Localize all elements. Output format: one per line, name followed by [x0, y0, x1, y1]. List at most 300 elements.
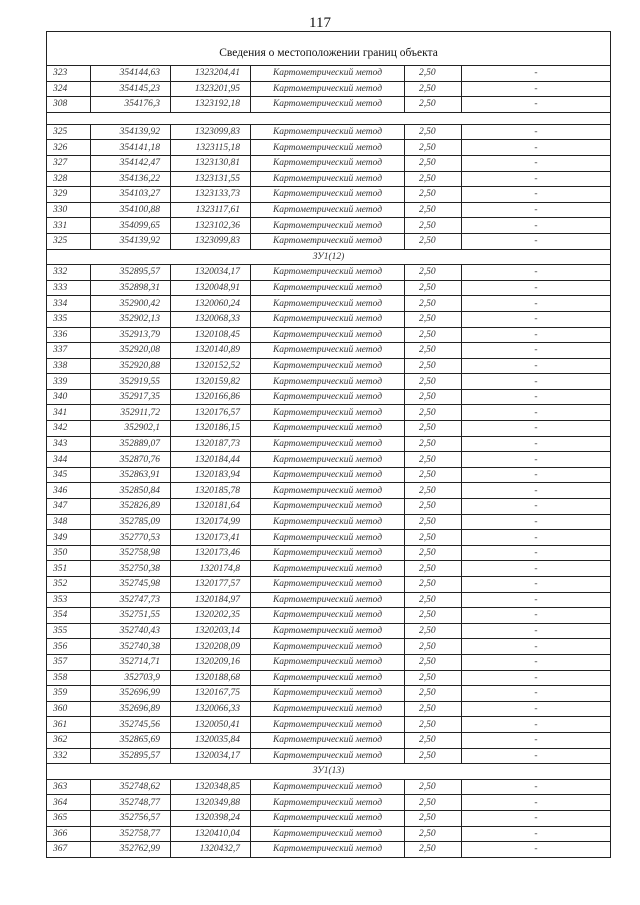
precision-cell: 2,50	[405, 421, 462, 437]
description-cell: -	[462, 686, 611, 702]
method-cell: Картометрический метод	[251, 436, 405, 452]
description-cell: -	[462, 202, 611, 218]
boundary-coordinates-table	[46, 31, 611, 858]
y-coordinate-cell: 1320140,89	[171, 343, 251, 359]
x-coordinate-cell: 352865,69	[91, 732, 171, 748]
precision-cell: 2,50	[405, 608, 462, 624]
y-coordinate-cell: 1320398,24	[171, 810, 251, 826]
table-row	[47, 748, 611, 764]
method-cell: Картометрический метод	[251, 514, 405, 530]
point-number-cell: 333	[47, 280, 91, 296]
point-number-cell: 365	[47, 810, 91, 826]
table-row	[47, 374, 611, 390]
precision-cell: 2,50	[405, 483, 462, 499]
table-row	[47, 514, 611, 530]
method-cell: Картометрический метод	[251, 701, 405, 717]
point-number-cell: 361	[47, 717, 91, 733]
precision-cell: 2,50	[405, 97, 462, 113]
description-cell: -	[462, 374, 611, 390]
table-row	[47, 717, 611, 733]
point-number-cell: 336	[47, 327, 91, 343]
point-number-cell: 360	[47, 701, 91, 717]
y-coordinate-cell: 1320034,17	[171, 748, 251, 764]
table-row	[47, 452, 611, 468]
y-coordinate-cell: 1320167,75	[171, 686, 251, 702]
x-coordinate-cell: 352889,07	[91, 436, 171, 452]
x-coordinate-cell: 352919,55	[91, 374, 171, 390]
description-cell: -	[462, 499, 611, 515]
x-coordinate-cell: 352898,31	[91, 280, 171, 296]
section-header-row	[47, 249, 611, 265]
method-cell: Картометрический метод	[251, 561, 405, 577]
y-coordinate-cell: 1320432,7	[171, 842, 251, 858]
table-row	[47, 779, 611, 795]
y-coordinate-cell: 1323131,55	[171, 171, 251, 187]
description-cell: -	[462, 592, 611, 608]
y-coordinate-cell: 1323115,18	[171, 140, 251, 156]
method-cell: Картометрический метод	[251, 654, 405, 670]
table-row	[47, 654, 611, 670]
method-cell: Картометрический метод	[251, 66, 405, 82]
point-number-cell: 352	[47, 577, 91, 593]
x-coordinate-cell: 354100,88	[91, 202, 171, 218]
point-number-cell: 357	[47, 654, 91, 670]
x-coordinate-cell: 352863,91	[91, 467, 171, 483]
y-coordinate-cell: 1320173,46	[171, 545, 251, 561]
table-row	[47, 670, 611, 686]
method-cell: Картометрический метод	[251, 218, 405, 234]
precision-cell: 2,50	[405, 311, 462, 327]
precision-cell: 2,50	[405, 202, 462, 218]
precision-cell: 2,50	[405, 233, 462, 249]
x-coordinate-cell: 352870,76	[91, 452, 171, 468]
point-number-cell: 366	[47, 826, 91, 842]
method-cell: Картометрический метод	[251, 592, 405, 608]
x-coordinate-cell: 352826,89	[91, 499, 171, 515]
method-cell: Картометрический метод	[251, 608, 405, 624]
table-row	[47, 389, 611, 405]
point-number-cell: 349	[47, 530, 91, 546]
x-coordinate-cell: 354136,22	[91, 171, 171, 187]
x-coordinate-cell: 352917,35	[91, 389, 171, 405]
y-coordinate-cell: 1320152,52	[171, 358, 251, 374]
table-row	[47, 97, 611, 113]
y-coordinate-cell: 1320184,44	[171, 452, 251, 468]
precision-cell: 2,50	[405, 358, 462, 374]
x-coordinate-cell: 354099,65	[91, 218, 171, 234]
y-coordinate-cell: 1320209,16	[171, 654, 251, 670]
precision-cell: 2,50	[405, 592, 462, 608]
section-label: ЗУ1(12)	[47, 249, 611, 265]
y-coordinate-cell: 1320060,24	[171, 296, 251, 312]
point-number-cell: 328	[47, 171, 91, 187]
y-coordinate-cell: 1320166,86	[171, 389, 251, 405]
method-cell: Картометрический метод	[251, 202, 405, 218]
method-cell: Картометрический метод	[251, 374, 405, 390]
description-cell: -	[462, 514, 611, 530]
y-coordinate-cell: 1323099,83	[171, 124, 251, 140]
x-coordinate-cell: 352850,84	[91, 483, 171, 499]
table-row	[47, 218, 611, 234]
blank-separator-row	[47, 112, 611, 124]
y-coordinate-cell: 1320186,15	[171, 421, 251, 437]
point-number-cell: 363	[47, 779, 91, 795]
precision-cell: 2,50	[405, 623, 462, 639]
point-number-cell: 341	[47, 405, 91, 421]
precision-cell: 2,50	[405, 779, 462, 795]
section-header-row	[47, 764, 611, 780]
table-row	[47, 592, 611, 608]
description-cell: -	[462, 327, 611, 343]
precision-cell: 2,50	[405, 842, 462, 858]
description-cell: -	[462, 670, 611, 686]
x-coordinate-cell: 354142,47	[91, 155, 171, 171]
point-number-cell: 332	[47, 265, 91, 281]
blank-separator-cell	[47, 112, 611, 124]
x-coordinate-cell: 352751,55	[91, 608, 171, 624]
description-cell: -	[462, 654, 611, 670]
precision-cell: 2,50	[405, 654, 462, 670]
precision-cell: 2,50	[405, 327, 462, 343]
description-cell: -	[462, 810, 611, 826]
y-coordinate-cell: 1323102,36	[171, 218, 251, 234]
method-cell: Картометрический метод	[251, 795, 405, 811]
point-number-cell: 330	[47, 202, 91, 218]
y-coordinate-cell: 1320173,41	[171, 530, 251, 546]
method-cell: Картометрический метод	[251, 233, 405, 249]
table-row	[47, 66, 611, 82]
table-row	[47, 483, 611, 499]
x-coordinate-cell: 352756,57	[91, 810, 171, 826]
table-title: Сведения о местоположении границ объекта	[47, 32, 611, 66]
description-cell: -	[462, 732, 611, 748]
method-cell: Картометрический метод	[251, 187, 405, 203]
y-coordinate-cell: 1320349,88	[171, 795, 251, 811]
point-number-cell: 348	[47, 514, 91, 530]
x-coordinate-cell: 352920,88	[91, 358, 171, 374]
method-cell: Картометрический метод	[251, 452, 405, 468]
method-cell: Картометрический метод	[251, 748, 405, 764]
precision-cell: 2,50	[405, 265, 462, 281]
precision-cell: 2,50	[405, 686, 462, 702]
point-number-cell: 342	[47, 421, 91, 437]
y-coordinate-cell: 1320208,09	[171, 639, 251, 655]
table-row	[47, 842, 611, 858]
y-coordinate-cell: 1320050,41	[171, 717, 251, 733]
method-cell: Картометрический метод	[251, 81, 405, 97]
description-cell: -	[462, 717, 611, 733]
precision-cell: 2,50	[405, 748, 462, 764]
method-cell: Картометрический метод	[251, 311, 405, 327]
precision-cell: 2,50	[405, 452, 462, 468]
table-row	[47, 233, 611, 249]
description-cell: -	[462, 623, 611, 639]
method-cell: Картометрический метод	[251, 810, 405, 826]
description-cell: -	[462, 280, 611, 296]
point-number-cell: 346	[47, 483, 91, 499]
point-number-cell: 337	[47, 343, 91, 359]
table-row	[47, 608, 611, 624]
description-cell: -	[462, 608, 611, 624]
point-number-cell: 353	[47, 592, 91, 608]
description-cell: -	[462, 561, 611, 577]
description-cell: -	[462, 358, 611, 374]
table-row	[47, 280, 611, 296]
precision-cell: 2,50	[405, 66, 462, 82]
table-row	[47, 358, 611, 374]
method-cell: Картометрический метод	[251, 717, 405, 733]
table-row	[47, 124, 611, 140]
precision-cell: 2,50	[405, 155, 462, 171]
x-coordinate-cell: 352758,77	[91, 826, 171, 842]
precision-cell: 2,50	[405, 514, 462, 530]
point-number-cell: 356	[47, 639, 91, 655]
method-cell: Картометрический метод	[251, 483, 405, 499]
y-coordinate-cell: 1320202,35	[171, 608, 251, 624]
description-cell: -	[462, 155, 611, 171]
table-row	[47, 343, 611, 359]
x-coordinate-cell: 352770,53	[91, 530, 171, 546]
table-row	[47, 545, 611, 561]
y-coordinate-cell: 1320184,97	[171, 592, 251, 608]
x-coordinate-cell: 352745,98	[91, 577, 171, 593]
y-coordinate-cell: 1323204,41	[171, 66, 251, 82]
description-cell: -	[462, 452, 611, 468]
method-cell: Картометрический метод	[251, 405, 405, 421]
precision-cell: 2,50	[405, 545, 462, 561]
table-title-row	[47, 32, 611, 66]
x-coordinate-cell: 352913,79	[91, 327, 171, 343]
point-number-cell: 367	[47, 842, 91, 858]
description-cell: -	[462, 639, 611, 655]
method-cell: Картометрический метод	[251, 140, 405, 156]
description-cell: -	[462, 140, 611, 156]
point-number-cell: 351	[47, 561, 91, 577]
x-coordinate-cell: 354141,18	[91, 140, 171, 156]
x-coordinate-cell: 354139,92	[91, 233, 171, 249]
y-coordinate-cell: 1320159,82	[171, 374, 251, 390]
description-cell: -	[462, 545, 611, 561]
description-cell: -	[462, 171, 611, 187]
method-cell: Картометрический метод	[251, 155, 405, 171]
point-number-cell: 338	[47, 358, 91, 374]
precision-cell: 2,50	[405, 530, 462, 546]
x-coordinate-cell: 352740,43	[91, 623, 171, 639]
x-coordinate-cell: 352750,38	[91, 561, 171, 577]
method-cell: Картометрический метод	[251, 732, 405, 748]
y-coordinate-cell: 1320177,57	[171, 577, 251, 593]
x-coordinate-cell: 352714,71	[91, 654, 171, 670]
point-number-cell: 354	[47, 608, 91, 624]
table-row	[47, 81, 611, 97]
method-cell: Картометрический метод	[251, 779, 405, 795]
table-row	[47, 686, 611, 702]
table-row	[47, 421, 611, 437]
precision-cell: 2,50	[405, 810, 462, 826]
point-number-cell: 334	[47, 296, 91, 312]
table-row	[47, 639, 611, 655]
x-coordinate-cell: 352696,89	[91, 701, 171, 717]
point-number-cell: 358	[47, 670, 91, 686]
point-number-cell: 340	[47, 389, 91, 405]
precision-cell: 2,50	[405, 296, 462, 312]
method-cell: Картометрический метод	[251, 530, 405, 546]
description-cell: -	[462, 748, 611, 764]
method-cell: Картометрический метод	[251, 842, 405, 858]
x-coordinate-cell: 352895,57	[91, 748, 171, 764]
point-number-cell: 325	[47, 233, 91, 249]
y-coordinate-cell: 1320185,78	[171, 483, 251, 499]
description-cell: -	[462, 81, 611, 97]
x-coordinate-cell: 352748,77	[91, 795, 171, 811]
precision-cell: 2,50	[405, 499, 462, 515]
x-coordinate-cell: 352895,57	[91, 265, 171, 281]
precision-cell: 2,50	[405, 717, 462, 733]
precision-cell: 2,50	[405, 467, 462, 483]
table-row	[47, 202, 611, 218]
description-cell: -	[462, 343, 611, 359]
y-coordinate-cell: 1323099,83	[171, 233, 251, 249]
table-row	[47, 140, 611, 156]
point-number-cell: 323	[47, 66, 91, 82]
point-number-cell: 339	[47, 374, 91, 390]
description-cell: -	[462, 66, 611, 82]
point-number-cell: 359	[47, 686, 91, 702]
description-cell: -	[462, 97, 611, 113]
description-cell: -	[462, 405, 611, 421]
y-coordinate-cell: 1320108,45	[171, 327, 251, 343]
precision-cell: 2,50	[405, 280, 462, 296]
description-cell: -	[462, 701, 611, 717]
y-coordinate-cell: 1323192,18	[171, 97, 251, 113]
table-row	[47, 499, 611, 515]
table-row	[47, 795, 611, 811]
table-row	[47, 265, 611, 281]
method-cell: Картометрический метод	[251, 296, 405, 312]
method-cell: Картометрический метод	[251, 545, 405, 561]
y-coordinate-cell: 1320203,14	[171, 623, 251, 639]
x-coordinate-cell: 352758,98	[91, 545, 171, 561]
point-number-cell: 326	[47, 140, 91, 156]
method-cell: Картометрический метод	[251, 686, 405, 702]
description-cell: -	[462, 483, 611, 499]
precision-cell: 2,50	[405, 795, 462, 811]
method-cell: Картометрический метод	[251, 499, 405, 515]
description-cell: -	[462, 842, 611, 858]
table-row	[47, 405, 611, 421]
y-coordinate-cell: 1323133,73	[171, 187, 251, 203]
y-coordinate-cell: 1323201,95	[171, 81, 251, 97]
method-cell: Картометрический метод	[251, 826, 405, 842]
point-number-cell: 350	[47, 545, 91, 561]
point-number-cell: 345	[47, 467, 91, 483]
x-coordinate-cell: 354139,92	[91, 124, 171, 140]
method-cell: Картометрический метод	[251, 124, 405, 140]
x-coordinate-cell: 352900,42	[91, 296, 171, 312]
point-number-cell: 331	[47, 218, 91, 234]
method-cell: Картометрический метод	[251, 171, 405, 187]
point-number-cell: 324	[47, 81, 91, 97]
point-number-cell: 308	[47, 97, 91, 113]
method-cell: Картометрический метод	[251, 358, 405, 374]
table-row	[47, 561, 611, 577]
precision-cell: 2,50	[405, 124, 462, 140]
table-row	[47, 826, 611, 842]
x-coordinate-cell: 352920,08	[91, 343, 171, 359]
precision-cell: 2,50	[405, 732, 462, 748]
x-coordinate-cell: 354145,23	[91, 81, 171, 97]
precision-cell: 2,50	[405, 187, 462, 203]
table-row	[47, 701, 611, 717]
description-cell: -	[462, 389, 611, 405]
point-number-cell: 325	[47, 124, 91, 140]
table-row	[47, 187, 611, 203]
method-cell: Картометрический метод	[251, 327, 405, 343]
precision-cell: 2,50	[405, 701, 462, 717]
point-number-cell: 335	[47, 311, 91, 327]
y-coordinate-cell: 1320183,94	[171, 467, 251, 483]
method-cell: Картометрический метод	[251, 670, 405, 686]
y-coordinate-cell: 1323117,61	[171, 202, 251, 218]
precision-cell: 2,50	[405, 171, 462, 187]
description-cell: -	[462, 311, 611, 327]
y-coordinate-cell: 1320068,33	[171, 311, 251, 327]
point-number-cell: 364	[47, 795, 91, 811]
y-coordinate-cell: 1320188,68	[171, 670, 251, 686]
precision-cell: 2,50	[405, 577, 462, 593]
x-coordinate-cell: 354176,3	[91, 97, 171, 113]
x-coordinate-cell: 352703,9	[91, 670, 171, 686]
x-coordinate-cell: 352696,99	[91, 686, 171, 702]
description-cell: -	[462, 436, 611, 452]
description-cell: -	[462, 795, 611, 811]
y-coordinate-cell: 1320066,33	[171, 701, 251, 717]
x-coordinate-cell: 352747,73	[91, 592, 171, 608]
point-number-cell: 343	[47, 436, 91, 452]
description-cell: -	[462, 187, 611, 203]
precision-cell: 2,50	[405, 374, 462, 390]
method-cell: Картометрический метод	[251, 389, 405, 405]
table-row	[47, 296, 611, 312]
table-row	[47, 327, 611, 343]
table-row	[47, 577, 611, 593]
precision-cell: 2,50	[405, 389, 462, 405]
method-cell: Картометрический метод	[251, 421, 405, 437]
table-row	[47, 530, 611, 546]
description-cell: -	[462, 265, 611, 281]
description-cell: -	[462, 530, 611, 546]
point-number-cell: 329	[47, 187, 91, 203]
y-coordinate-cell: 1320174,8	[171, 561, 251, 577]
x-coordinate-cell: 352902,1	[91, 421, 171, 437]
method-cell: Картометрический метод	[251, 265, 405, 281]
description-cell: -	[462, 421, 611, 437]
y-coordinate-cell: 1320034,17	[171, 265, 251, 281]
precision-cell: 2,50	[405, 639, 462, 655]
table-row	[47, 155, 611, 171]
point-number-cell: 344	[47, 452, 91, 468]
method-cell: Картометрический метод	[251, 97, 405, 113]
point-number-cell: 332	[47, 748, 91, 764]
table-row	[47, 623, 611, 639]
x-coordinate-cell: 352745,56	[91, 717, 171, 733]
method-cell: Картометрический метод	[251, 639, 405, 655]
x-coordinate-cell: 352785,09	[91, 514, 171, 530]
point-number-cell: 327	[47, 155, 91, 171]
y-coordinate-cell: 1320048,91	[171, 280, 251, 296]
table-body	[47, 32, 611, 858]
precision-cell: 2,50	[405, 405, 462, 421]
